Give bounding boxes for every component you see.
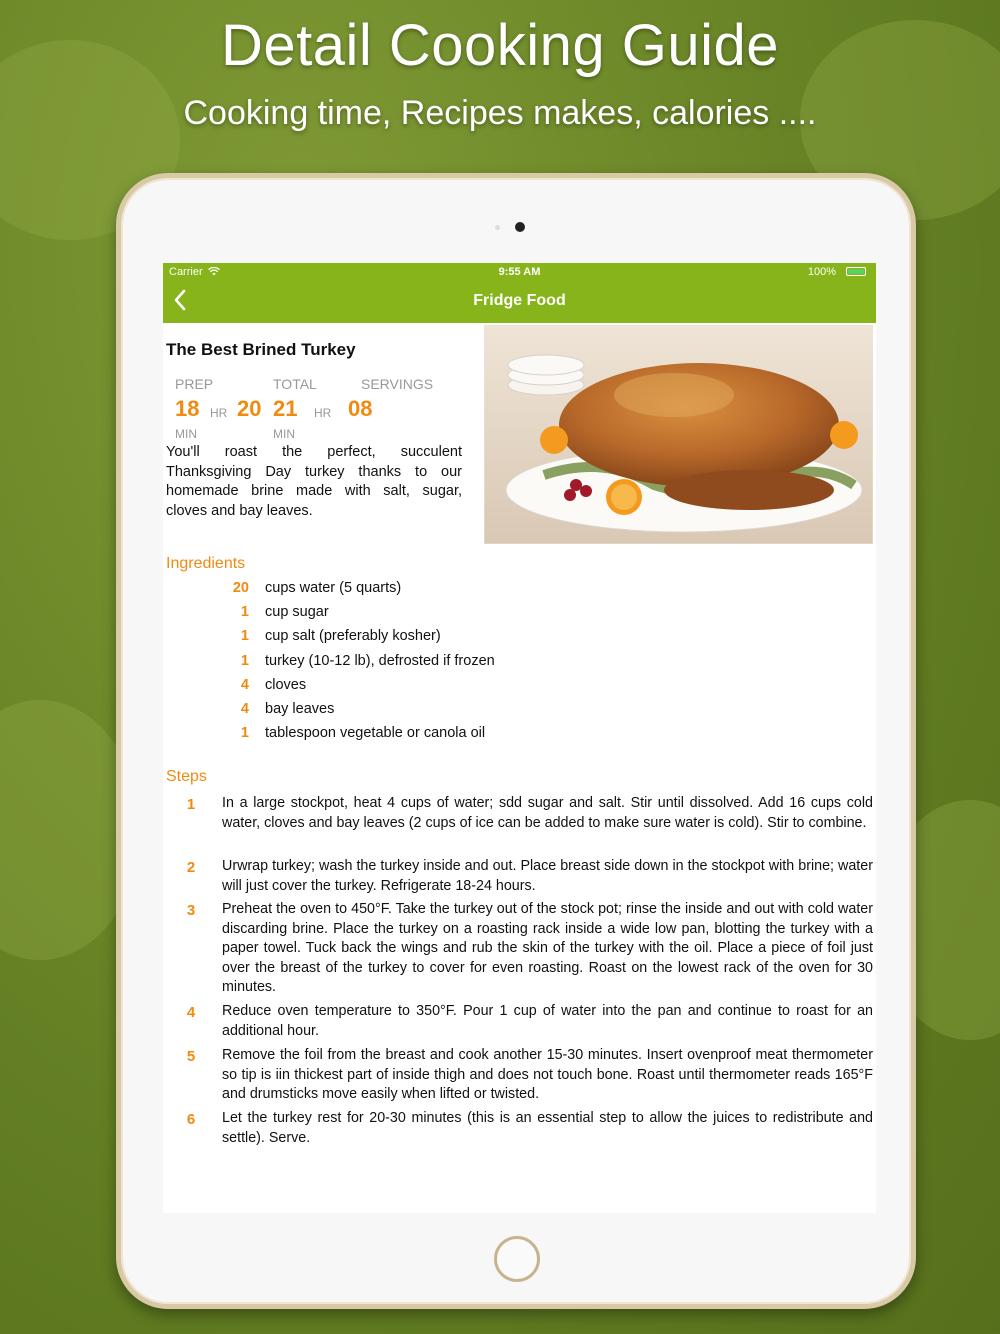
promo-headline: Detail Cooking Guide xyxy=(220,13,780,78)
ingredient-item xyxy=(223,628,863,652)
ingredient-item xyxy=(223,653,863,677)
step-text: Urwrap turkey; wash the turkey inside and out. Place breast side down in the stockpot with brine; water will just cover the turkey. Refrigerate 18-24 hours. xyxy=(222,858,873,894)
home-button[interactable] xyxy=(494,1236,540,1282)
servings-label: SERVINGS xyxy=(361,376,434,392)
ingredient-item xyxy=(223,701,863,725)
ingredient-name: cup salt (preferably kosher) xyxy=(265,628,441,645)
ingredient-item xyxy=(223,677,863,701)
nav-title: Fridge Food xyxy=(473,292,566,309)
total-hours: 21 xyxy=(273,396,298,421)
recipe-title: The Best Brined Turkey xyxy=(166,340,356,359)
carrier-label: Carrier xyxy=(169,266,220,278)
ingredient-quantity: 20 xyxy=(232,580,249,596)
status-bar xyxy=(163,263,876,281)
total-label: TOTAL xyxy=(273,376,317,392)
ingredient-name: cloves xyxy=(265,676,307,693)
step-number: 5 xyxy=(186,1048,196,1065)
ingredient-name: cups water (5 quarts) xyxy=(265,580,402,596)
battery-percent: 100% xyxy=(807,266,836,278)
promo-subline: Cooking time, Recipes makes, calories .... xyxy=(183,94,817,132)
sensor-dot xyxy=(495,225,500,230)
ingredient-quantity: 4 xyxy=(240,701,249,717)
ingredient-item xyxy=(223,604,863,628)
ingredients-heading: Ingredients xyxy=(166,555,246,572)
servings-count: 08 xyxy=(348,396,373,421)
nav-bar xyxy=(163,281,876,323)
ingredient-item xyxy=(223,580,863,604)
recipe-photo xyxy=(484,325,873,544)
prep-label: PREP xyxy=(175,376,214,392)
ingredient-name: bay leaves xyxy=(265,701,335,717)
status-time: 9:55 AM xyxy=(498,266,541,278)
ingredient-quantity: 1 xyxy=(240,652,249,669)
step-text: Reduce oven temperature to 350°F. Pour 1 cup of water into the pan and continue to roast for an additional hour. xyxy=(222,1003,873,1039)
ingredient-quantity: 1 xyxy=(240,725,249,742)
total-hr-unit: HR xyxy=(314,406,332,420)
recipe-description: You'll roast the perfect, succulent Thanksgiving Day turkey thanks to our homemade brine made with salt, sugar, cloves and bay leaves. xyxy=(166,444,462,519)
turkey-image xyxy=(484,325,873,544)
step-number: 6 xyxy=(186,1111,196,1128)
step-text: In a large stockpot, heat 4 cups of water; sdd sugar and salt. Stir until dissolved. Add 16 cups cold water, cloves and bay leaves (2 cups of ice can be added to make sure water is cold). Stir to combine. xyxy=(222,795,873,831)
ingredient-item xyxy=(223,725,863,749)
prep-hr-unit: HR xyxy=(210,406,228,420)
prep-min-unit: MIN xyxy=(175,427,197,441)
step-number: 3 xyxy=(186,902,196,919)
ingredient-name: turkey (10-12 lb), defrosted if frozen xyxy=(265,652,495,669)
step-text: Preheat the oven to 450°F. Take the turkey out of the stock pot; rinse the inside and out with cold water discarding brine. Place the turkey on a roasting rack inside a wide low pan, blotting the turkey with a paper towel. Tuck back the wings and rub the skin of the turkey with the oil. Place a piece of foil just over the breast of the turkey to cover for even roasting. Roast on the lowest rack of the oven for 30 minutes. xyxy=(222,901,873,995)
ingredient-quantity: 1 xyxy=(240,628,249,645)
ingredient-quantity: 1 xyxy=(240,604,249,621)
step-number: 4 xyxy=(186,1004,196,1021)
app-screen xyxy=(163,263,876,1213)
steps-heading: Steps xyxy=(166,768,207,785)
prep-minutes: 20 xyxy=(237,396,262,421)
total-min-unit: MIN xyxy=(273,427,295,441)
ingredient-name: cup sugar xyxy=(265,604,329,621)
step-text: Let the turkey rest for 20-30 minutes (this is an essential step to allow the juices to redistribute and settle). Serve. xyxy=(222,1110,873,1146)
step-number: 1 xyxy=(186,796,196,813)
step-text: Remove the foil from the breast and cook another 15-30 minutes. Insert ovenproof meat thermometer so tip is iin thickest part of inside thigh and does not touch bone. Roast until thermometer reads 165°F and drumsticks move easily when lifted or twisted. xyxy=(222,1047,873,1102)
ingredient-name: tablespoon vegetable or canola oil xyxy=(265,725,486,742)
prep-hours: 18 xyxy=(175,396,200,421)
ingredient-quantity: 4 xyxy=(240,676,249,693)
camera-dot xyxy=(515,222,525,232)
battery-icon xyxy=(846,267,866,276)
step-number: 2 xyxy=(186,859,196,876)
